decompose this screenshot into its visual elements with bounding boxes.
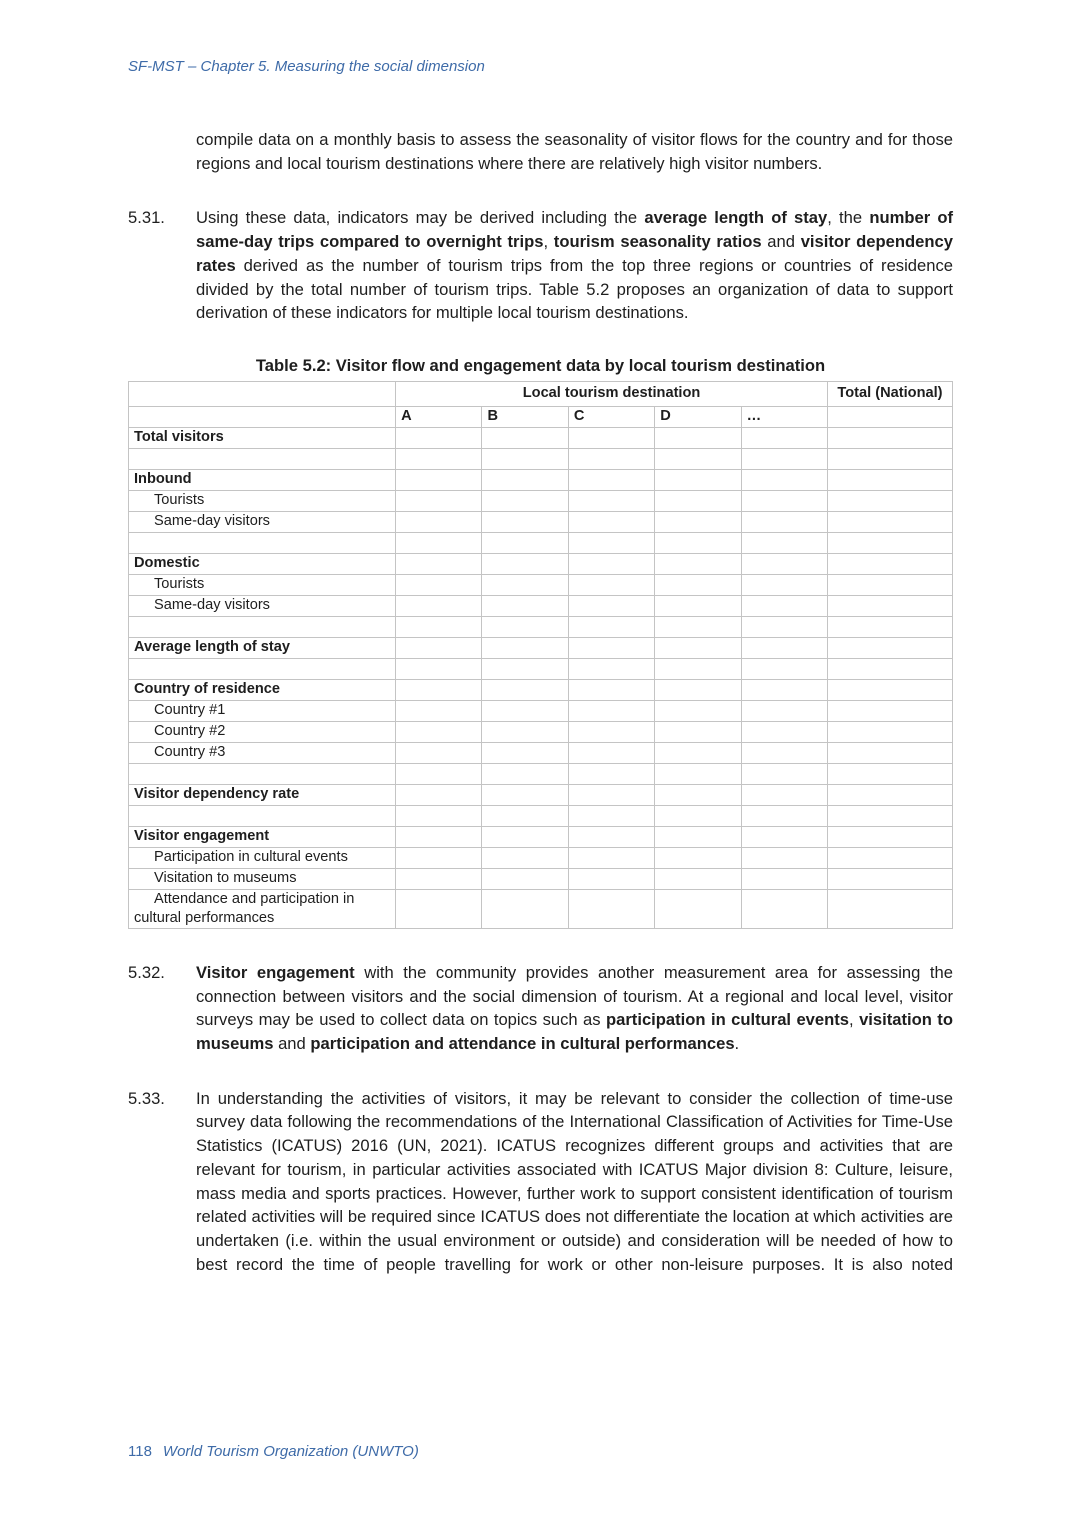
paragraph-5-33 xyxy=(128,1087,953,1277)
data-cell xyxy=(568,427,654,448)
data-cell xyxy=(655,826,741,847)
data-cell xyxy=(396,679,482,700)
table-row xyxy=(129,490,953,511)
data-cell xyxy=(655,448,741,469)
row-label xyxy=(129,532,396,553)
total-cell xyxy=(827,658,952,679)
data-cell xyxy=(568,847,654,868)
bold-text: tourism seasonality ratios xyxy=(553,232,762,252)
data-cell xyxy=(396,742,482,763)
total-cell xyxy=(827,700,952,721)
data-cell xyxy=(396,868,482,889)
data-cell xyxy=(482,868,568,889)
data-cell xyxy=(568,637,654,658)
total-cell xyxy=(827,490,952,511)
row-label: Attendance and participation in cultural performances xyxy=(129,889,396,928)
total-cell xyxy=(827,721,952,742)
data-cell xyxy=(396,763,482,784)
table-row xyxy=(129,511,953,532)
data-cell xyxy=(741,637,827,658)
total-cell xyxy=(827,553,952,574)
data-cell xyxy=(655,511,741,532)
data-cell xyxy=(741,826,827,847)
paragraph-number: 5.31. xyxy=(128,208,165,228)
total-cell xyxy=(827,742,952,763)
data-cell xyxy=(655,616,741,637)
data-cell xyxy=(482,448,568,469)
paragraph-number: 5.33. xyxy=(128,1088,165,1108)
data-cell xyxy=(655,868,741,889)
body-text: and xyxy=(761,232,801,252)
paragraph-number xyxy=(128,128,196,175)
data-cell xyxy=(655,847,741,868)
data-cell xyxy=(396,427,482,448)
table-row xyxy=(129,721,953,742)
data-cell xyxy=(741,511,827,532)
table-row-blank xyxy=(129,805,953,826)
row-label xyxy=(129,448,396,469)
total-cell xyxy=(827,595,952,616)
empty-header-cell xyxy=(129,406,396,427)
body-text: , xyxy=(543,232,554,252)
paragraph-text xyxy=(196,1087,953,1277)
body-text: , the xyxy=(827,208,870,228)
data-cell xyxy=(741,784,827,805)
data-cell xyxy=(655,595,741,616)
data-cell xyxy=(482,721,568,742)
row-label: Inbound xyxy=(129,469,396,490)
table-row xyxy=(129,637,953,658)
data-cell xyxy=(568,826,654,847)
data-cell xyxy=(741,427,827,448)
data-cell xyxy=(482,658,568,679)
table-header-row xyxy=(129,381,953,406)
column-letter-header: … xyxy=(741,406,827,427)
table-row xyxy=(129,826,953,847)
page-number: 118 xyxy=(128,1443,152,1460)
paragraph-number: 5.32. xyxy=(128,962,165,982)
table-row xyxy=(129,469,953,490)
data-cell xyxy=(396,595,482,616)
data-cell xyxy=(482,490,568,511)
row-label xyxy=(129,805,396,826)
data-cell xyxy=(482,805,568,826)
data-cell xyxy=(655,553,741,574)
row-label: Visitor dependency rate xyxy=(129,784,396,805)
paragraph-text xyxy=(196,206,953,325)
data-cell xyxy=(655,574,741,595)
data-cell xyxy=(568,532,654,553)
data-cell xyxy=(568,490,654,511)
group-header-cell: Local tourism destination xyxy=(396,381,828,406)
data-cell xyxy=(568,700,654,721)
body-text: with the community provides another measurement area for assessing the connection between visitors and the social dimension of tourism. At a regional and local level, visitor surveys may be used to collect data on topics such as xyxy=(196,962,954,1030)
data-cell xyxy=(396,469,482,490)
table-row xyxy=(129,868,953,889)
data-cell xyxy=(741,700,827,721)
total-cell xyxy=(827,805,952,826)
data-cell xyxy=(655,805,741,826)
row-label: Country #3 xyxy=(129,742,396,763)
table-row-blank xyxy=(129,763,953,784)
data-cell xyxy=(482,826,568,847)
data-cell xyxy=(396,847,482,868)
paragraph-5-32 xyxy=(128,961,953,1056)
data-cell xyxy=(396,448,482,469)
data-cell xyxy=(741,553,827,574)
total-cell xyxy=(827,763,952,784)
data-cell xyxy=(396,784,482,805)
data-cell xyxy=(655,889,741,928)
row-label: Country of residence xyxy=(129,679,396,700)
data-cell xyxy=(482,784,568,805)
table-row-blank xyxy=(129,448,953,469)
data-cell xyxy=(396,889,482,928)
data-cell xyxy=(655,784,741,805)
row-label: Tourists xyxy=(129,574,396,595)
empty-header-cell xyxy=(129,381,396,406)
column-letter-header: B xyxy=(482,406,568,427)
footer-organization: World Tourism Organization (UNWTO) xyxy=(162,1443,419,1460)
data-cell xyxy=(396,490,482,511)
body-text: compile data on a monthly basis to assess the seasonality of visitor flows for the country and for those regions and local tourism destinations where there are relatively high visitor numbers. xyxy=(196,130,953,173)
data-cell xyxy=(568,721,654,742)
data-cell xyxy=(655,427,741,448)
data-cell xyxy=(568,679,654,700)
row-label: Same-day visitors xyxy=(129,595,396,616)
data-cell xyxy=(396,616,482,637)
data-cell xyxy=(482,595,568,616)
total-cell xyxy=(827,826,952,847)
paragraph-continuation xyxy=(128,128,953,175)
data-cell xyxy=(396,574,482,595)
data-cell xyxy=(396,805,482,826)
data-cell xyxy=(655,469,741,490)
data-cell xyxy=(741,616,827,637)
data-cell xyxy=(655,679,741,700)
data-cell xyxy=(655,742,741,763)
data-cell xyxy=(482,847,568,868)
data-cell xyxy=(568,574,654,595)
table-row xyxy=(129,847,953,868)
table-row xyxy=(129,742,953,763)
data-cell xyxy=(396,532,482,553)
row-label: Country #1 xyxy=(129,700,396,721)
data-cell xyxy=(741,448,827,469)
row-label: Visitation to museums xyxy=(129,868,396,889)
data-cell xyxy=(741,532,827,553)
data-cell xyxy=(741,490,827,511)
data-cell xyxy=(482,553,568,574)
data-cell xyxy=(482,889,568,928)
data-cell xyxy=(741,595,827,616)
table-row xyxy=(129,595,953,616)
data-cell xyxy=(655,721,741,742)
bold-text: participation and attendance in cultural performances xyxy=(310,1034,735,1054)
row-label: Tourists xyxy=(129,490,396,511)
total-cell xyxy=(827,448,952,469)
total-cell xyxy=(827,532,952,553)
total-cell xyxy=(827,469,952,490)
column-letter-header: A xyxy=(396,406,482,427)
row-label: Domestic xyxy=(129,553,396,574)
empty-header-cell xyxy=(827,406,952,427)
data-cell xyxy=(396,826,482,847)
row-label: Total visitors xyxy=(129,427,396,448)
data-cell xyxy=(396,637,482,658)
paragraph-text xyxy=(196,128,953,175)
data-cell xyxy=(482,427,568,448)
data-cell xyxy=(655,532,741,553)
row-label: Average length of stay xyxy=(129,637,396,658)
total-cell xyxy=(827,847,952,868)
data-cell xyxy=(655,700,741,721)
table-row xyxy=(129,553,953,574)
paragraph-5-31 xyxy=(128,206,953,325)
data-cell xyxy=(396,721,482,742)
bold-text: average length of stay xyxy=(644,208,828,228)
data-cell xyxy=(396,553,482,574)
data-cell xyxy=(568,784,654,805)
table-row xyxy=(129,700,953,721)
data-cell xyxy=(568,763,654,784)
data-cell xyxy=(741,805,827,826)
data-cell xyxy=(741,868,827,889)
column-letter-row xyxy=(129,406,953,427)
data-cell xyxy=(482,469,568,490)
table-title: Table 5.2: Visitor flow and engagement data by local tourism destination xyxy=(255,355,826,375)
data-cell xyxy=(741,679,827,700)
body-text: . xyxy=(734,1034,740,1054)
table-row-blank xyxy=(129,658,953,679)
data-cell xyxy=(741,721,827,742)
data-cell xyxy=(568,742,654,763)
data-cell xyxy=(741,763,827,784)
table-row xyxy=(129,679,953,700)
data-cell xyxy=(741,847,827,868)
total-cell xyxy=(827,784,952,805)
row-label: Visitor engagement xyxy=(129,826,396,847)
table-5-2 xyxy=(128,381,953,929)
table-row xyxy=(129,574,953,595)
total-cell xyxy=(827,616,952,637)
data-cell xyxy=(396,658,482,679)
data-cell xyxy=(568,658,654,679)
column-letter-header: D xyxy=(655,406,741,427)
paragraph-text xyxy=(196,961,953,1056)
bold-text: Visitor engagement xyxy=(196,962,355,982)
data-cell xyxy=(482,511,568,532)
row-label xyxy=(129,658,396,679)
data-cell xyxy=(655,658,741,679)
row-label xyxy=(129,616,396,637)
column-letter-header: C xyxy=(568,406,654,427)
table-row xyxy=(129,889,953,928)
data-cell xyxy=(568,448,654,469)
total-header-cell: Total (National) xyxy=(827,381,952,406)
table-row xyxy=(129,784,953,805)
total-cell xyxy=(827,574,952,595)
page-footer xyxy=(128,1443,419,1460)
body-text: In understanding the activities of visitors, it may be relevant to consider the collection of time-use survey data following the recommendations of the International Classification of Activities for Time-Use Statistics (ICATUS) 2016 (UN, 2021). ICATUS recognizes different groups and activities that are relevant for tourism, in particular activities associated with ICATUS Major division 8: Culture, leisure, mass media and sports practices. However, further work to support consistent identification of tourism related activities will be required since ICATUS does not differentiate the location at which activities are undertaken (i.e. within the usual environment or outside) and consideration will be needed of how to best record the time of people travelling for work or other non-leisure purposes. It is also noted xyxy=(196,1088,953,1274)
data-cell xyxy=(482,679,568,700)
data-cell xyxy=(482,637,568,658)
total-cell xyxy=(827,868,952,889)
row-label: Country #2 xyxy=(129,721,396,742)
data-cell xyxy=(655,637,741,658)
row-label: Same-day visitors xyxy=(129,511,396,532)
data-cell xyxy=(482,763,568,784)
data-cell xyxy=(568,511,654,532)
data-cell xyxy=(568,469,654,490)
running-header: SF-MST – Chapter 5. Measuring the social dimension xyxy=(128,58,485,75)
total-cell xyxy=(827,889,952,928)
table-row-blank xyxy=(129,616,953,637)
total-cell xyxy=(827,427,952,448)
row-label: Participation in cultural events xyxy=(129,847,396,868)
data-cell xyxy=(396,511,482,532)
total-cell xyxy=(827,679,952,700)
table-row-blank xyxy=(129,532,953,553)
bold-text: participation in cultural events xyxy=(605,1010,850,1030)
data-cell xyxy=(655,490,741,511)
data-cell xyxy=(482,532,568,553)
body-text: derived as the number of tourism trips from the top three regions or countries of residence divided by the total number of tourism trips. Table 5.2 proposes an organization of data to support derivation of these indicators for multiple local tourism destinations. xyxy=(196,255,953,323)
data-cell xyxy=(482,616,568,637)
data-cell xyxy=(568,595,654,616)
body-text: and xyxy=(273,1034,311,1054)
data-cell xyxy=(568,616,654,637)
total-cell xyxy=(827,637,952,658)
row-label xyxy=(129,763,396,784)
data-cell xyxy=(568,553,654,574)
data-cell xyxy=(482,742,568,763)
data-cell xyxy=(568,868,654,889)
data-cell xyxy=(482,574,568,595)
body-text: , xyxy=(849,1010,860,1030)
data-cell xyxy=(655,763,741,784)
data-cell xyxy=(741,742,827,763)
bold-text: number of same-day trips compared to overnight trips xyxy=(196,208,954,252)
data-cell xyxy=(741,889,827,928)
total-cell xyxy=(827,511,952,532)
data-cell xyxy=(568,805,654,826)
data-cell xyxy=(741,658,827,679)
data-cell xyxy=(741,574,827,595)
data-cell xyxy=(568,889,654,928)
table-row xyxy=(129,427,953,448)
body-text: Using these data, indicators may be derived including the xyxy=(196,208,645,228)
data-cell xyxy=(741,469,827,490)
data-cell xyxy=(396,700,482,721)
bold-text: visitor dependency rates xyxy=(196,232,953,275)
bold-text: visitation to museums xyxy=(196,1010,953,1054)
data-cell xyxy=(482,700,568,721)
